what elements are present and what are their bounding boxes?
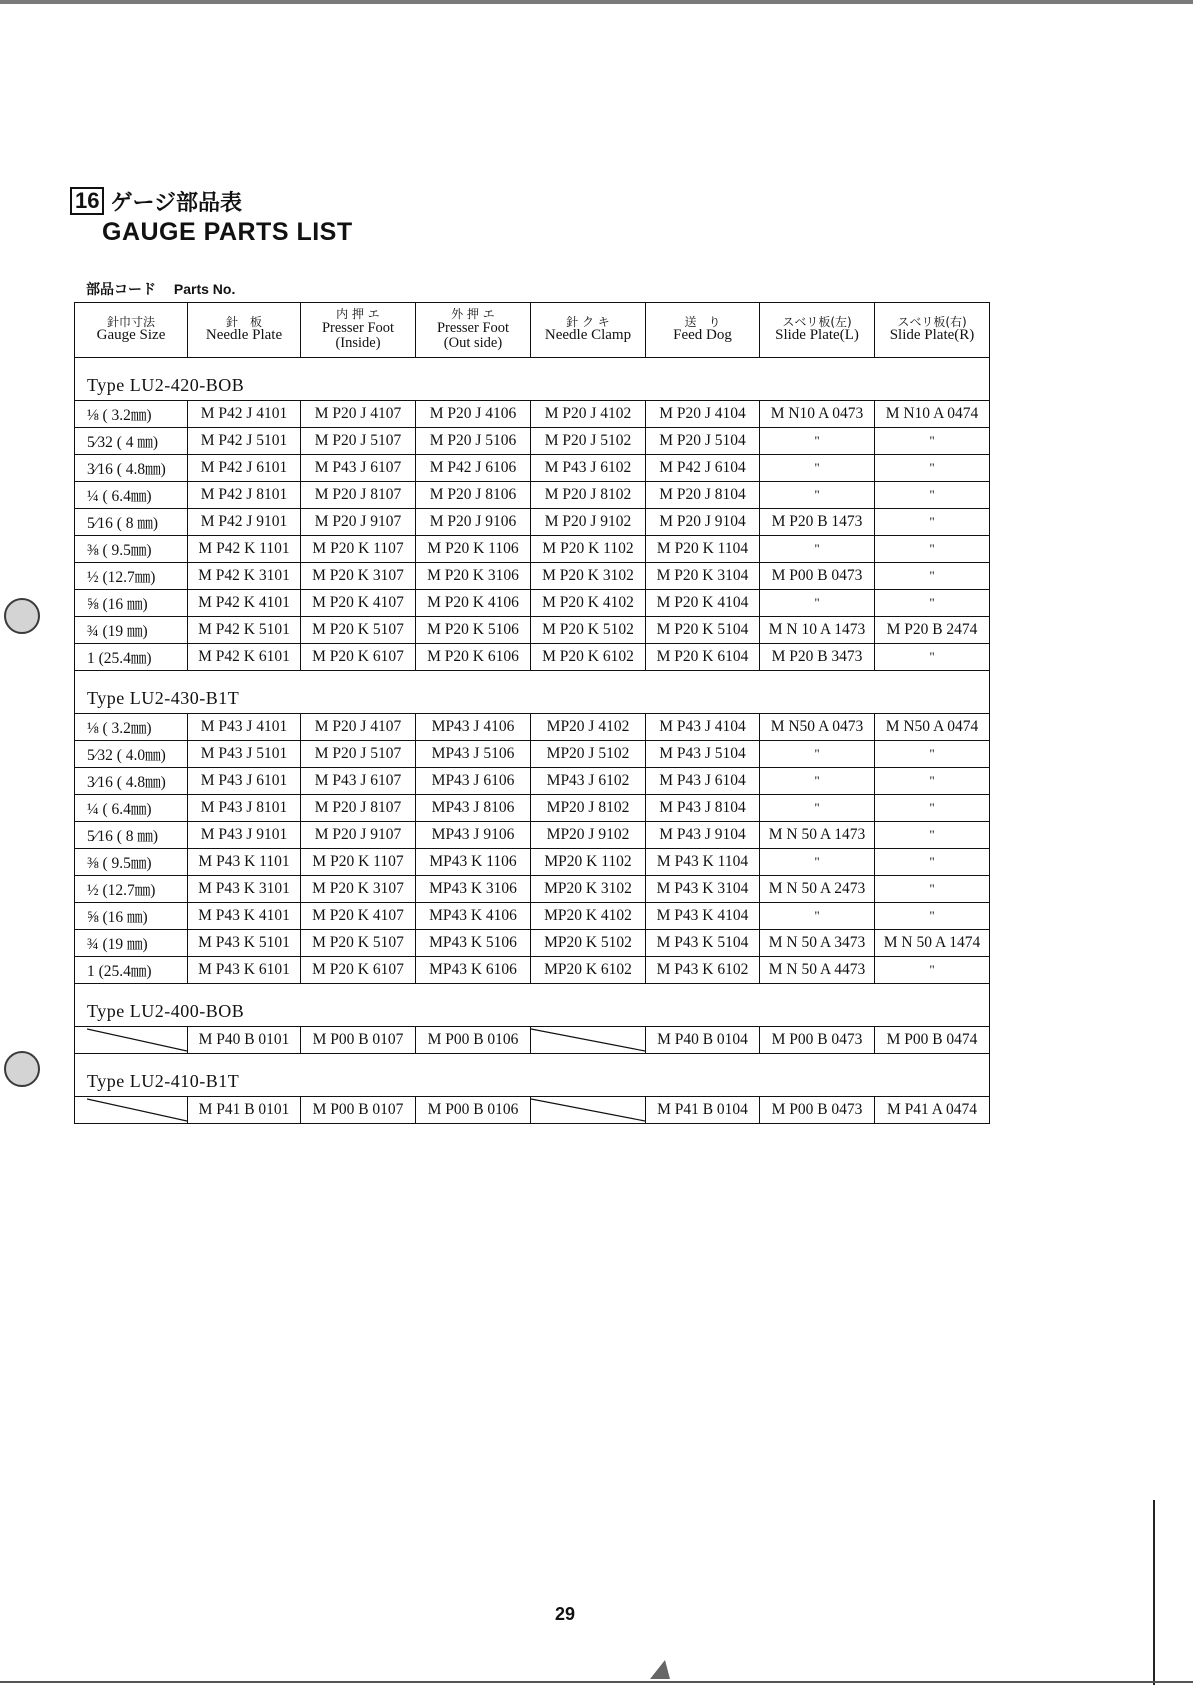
part-number-cell: M P20 J 9107	[301, 822, 416, 849]
table-row	[75, 849, 990, 876]
table-row	[75, 509, 990, 536]
header-needle-clamp	[531, 303, 646, 358]
part-number-cell: M P43 J 5101	[188, 741, 301, 768]
part-number-cell: "	[760, 768, 875, 795]
part-number-cell: M P43 K 3101	[188, 876, 301, 903]
part-number-cell: M P20 K 5102	[531, 617, 646, 644]
gauge-size-cell: 5⁄32 ( 4 ㎜)	[75, 428, 188, 455]
part-number-cell: M P40 B 0101	[188, 1027, 301, 1054]
table-row	[75, 957, 990, 984]
diagonal-slash-icon	[87, 1098, 187, 1122]
part-number-cell: M P20 J 4102	[531, 401, 646, 428]
part-number-cell: M P20 K 1104	[646, 536, 760, 563]
part-number-cell: "	[875, 768, 990, 795]
gauge-size-cell: ¾ (19 ㎜)	[75, 930, 188, 957]
part-number-cell: M P43 K 6101	[188, 957, 301, 984]
part-number-cell: "	[760, 849, 875, 876]
empty-cell-slash	[75, 1097, 188, 1124]
part-number-cell: M P20 J 8102	[531, 482, 646, 509]
part-number-cell: M P43 J 6107	[301, 455, 416, 482]
part-number-cell: M P41 B 0101	[188, 1097, 301, 1124]
table-row	[75, 903, 990, 930]
part-number-cell: M P42 K 6101	[188, 644, 301, 671]
header-presser-foot-inside	[301, 303, 416, 358]
part-number-cell: M P43 J 6102	[531, 455, 646, 482]
type-row	[75, 358, 990, 401]
part-number-cell: M P20 B 1473	[760, 509, 875, 536]
part-number-cell: M N 50 A 1473	[760, 822, 875, 849]
header-en: Slide Plate(L)	[775, 327, 859, 344]
part-number-cell: M P20 K 1106	[416, 536, 531, 563]
part-number-cell: MP43 K 1106	[416, 849, 531, 876]
part-number-cell: M P20 K 4104	[646, 590, 760, 617]
part-number-cell: M P20 J 4106	[416, 401, 531, 428]
part-number-cell: MP20 J 4102	[531, 714, 646, 741]
part-number-cell: M P43 K 1101	[188, 849, 301, 876]
type-row	[75, 1054, 990, 1097]
part-number-cell: M P42 J 6106	[416, 455, 531, 482]
part-number-cell: M P20 K 3106	[416, 563, 531, 590]
part-number-cell: M P20 K 3107	[301, 876, 416, 903]
part-number-cell: M N50 A 0473	[760, 714, 875, 741]
part-number-cell: MP20 K 3102	[531, 876, 646, 903]
part-number-cell: M P43 K 4101	[188, 903, 301, 930]
slash-line	[87, 1099, 187, 1121]
header-en: Needle Plate	[205, 327, 283, 344]
section-title-en: GAUGE PARTS LIST	[102, 218, 353, 246]
table-row	[75, 563, 990, 590]
part-number-cell: MP20 J 8102	[531, 795, 646, 822]
part-number-cell: M P00 B 0106	[416, 1027, 531, 1054]
part-number-cell: M P20 J 8107	[301, 482, 416, 509]
part-number-cell: MP43 J 6102	[531, 768, 646, 795]
table-row	[75, 714, 990, 741]
part-number-cell: M P20 K 4102	[531, 590, 646, 617]
part-number-cell: M P43 J 6104	[646, 768, 760, 795]
part-number-cell: M P20 K 3107	[301, 563, 416, 590]
part-number-cell: M P20 J 4107	[301, 714, 416, 741]
part-number-cell: M P20 K 6107	[301, 957, 416, 984]
empty-cell-slash	[531, 1027, 646, 1054]
header-jp: スベリ板(左)	[782, 314, 852, 329]
part-number-cell: M N10 A 0474	[875, 401, 990, 428]
part-number-cell: M P20 K 4106	[416, 590, 531, 617]
part-number-cell: M N 50 A 1474	[875, 930, 990, 957]
part-number-cell: M P20 K 5106	[416, 617, 531, 644]
part-number-cell: M P43 K 3104	[646, 876, 760, 903]
part-number-cell: MP43 J 6106	[416, 768, 531, 795]
part-number-cell: MP20 K 6102	[531, 957, 646, 984]
part-number-cell: M P00 B 0106	[416, 1097, 531, 1124]
gauge-size-cell: ⅜ ( 9.5㎜)	[75, 849, 188, 876]
part-number-cell: M P20 K 6106	[416, 644, 531, 671]
table-row	[75, 768, 990, 795]
part-number-cell: M P00 B 0107	[301, 1097, 416, 1124]
part-number-cell: M P43 J 6101	[188, 768, 301, 795]
header-jp: スベリ板(右)	[897, 314, 967, 329]
part-number-cell: M P42 K 3101	[188, 563, 301, 590]
gauge-size-cell: 3⁄16 ( 4.8㎜)	[75, 768, 188, 795]
part-number-cell: "	[875, 509, 990, 536]
part-number-cell: M P42 K 5101	[188, 617, 301, 644]
header-en: Feed Dog	[673, 327, 732, 344]
type-label: Type LU2-420-BOB	[75, 358, 990, 401]
parts-caption-jp: 部品コード	[86, 282, 156, 298]
part-number-cell: M P42 J 8101	[188, 482, 301, 509]
part-number-cell: M P20 K 6102	[531, 644, 646, 671]
part-number-cell: "	[875, 876, 990, 903]
gauge-size-cell: ¼ ( 6.4㎜)	[75, 795, 188, 822]
slash-line	[531, 1029, 645, 1051]
header-en: Presser Foot	[321, 320, 395, 337]
part-number-cell: M P00 B 0473	[760, 1027, 875, 1054]
punch-hole-lower	[4, 1051, 40, 1087]
gauge-size-cell: ¾ (19 ㎜)	[75, 617, 188, 644]
part-number-cell: "	[760, 903, 875, 930]
part-number-cell: M P43 J 4104	[646, 714, 760, 741]
header-presser-foot-outside	[416, 303, 531, 358]
part-number-cell: M P20 K 4107	[301, 590, 416, 617]
part-number-cell: M P43 J 6107	[301, 768, 416, 795]
part-number-cell: MP20 J 5102	[531, 741, 646, 768]
header-gauge-size	[75, 303, 188, 358]
header-en: Presser Foot	[436, 320, 510, 337]
type-label: Type LU2-430-B1T	[75, 671, 990, 714]
part-number-cell: M P42 J 6104	[646, 455, 760, 482]
part-number-cell: M P43 K 1104	[646, 849, 760, 876]
part-number-cell: MP43 J 4106	[416, 714, 531, 741]
part-number-cell: M N 50 A 2473	[760, 876, 875, 903]
part-number-cell: M N50 A 0474	[875, 714, 990, 741]
table-row	[75, 930, 990, 957]
type-row	[75, 671, 990, 714]
gauge-size-cell: ½ (12.7㎜)	[75, 563, 188, 590]
part-number-cell: "	[760, 428, 875, 455]
header-jp: 針 ク キ	[566, 314, 610, 329]
header-slide-plate-left	[760, 303, 875, 358]
part-number-cell: M N 50 A 3473	[760, 930, 875, 957]
part-number-cell: M P41 A 0474	[875, 1097, 990, 1124]
gauge-size-cell: ¼ ( 6.4㎜)	[75, 482, 188, 509]
part-number-cell: M P20 J 8107	[301, 795, 416, 822]
table-row	[75, 876, 990, 903]
type-row	[75, 984, 990, 1027]
gauge-size-cell: ⅝ (16 ㎜)	[75, 590, 188, 617]
gauge-size-cell: 1 (25.4㎜)	[75, 644, 188, 671]
slash-line	[531, 1099, 645, 1121]
part-number-cell: "	[760, 741, 875, 768]
part-number-cell: "	[875, 563, 990, 590]
part-number-cell: "	[875, 482, 990, 509]
part-number-cell: M P42 J 5101	[188, 428, 301, 455]
part-number-cell: "	[760, 455, 875, 482]
punch-hole-upper	[4, 598, 40, 634]
crop-mark-icon	[648, 1658, 672, 1680]
part-number-cell: "	[875, 795, 990, 822]
part-number-cell: M N10 A 0473	[760, 401, 875, 428]
table-row	[75, 795, 990, 822]
part-number-cell: MP43 J 8106	[416, 795, 531, 822]
parts-caption	[86, 279, 235, 299]
parts-caption-en: Parts No.	[173, 281, 236, 297]
part-number-cell: MP20 K 5102	[531, 930, 646, 957]
slash-line	[87, 1029, 187, 1051]
diagonal-slash-icon	[87, 1028, 187, 1052]
part-number-cell: M P00 B 0473	[760, 1097, 875, 1124]
part-number-cell: "	[760, 590, 875, 617]
part-number-cell: M P20 J 9104	[646, 509, 760, 536]
right-edge-rule	[1153, 1500, 1155, 1685]
part-number-cell: M P43 J 8104	[646, 795, 760, 822]
part-number-cell: M P20 K 1107	[301, 536, 416, 563]
part-number-cell: M P20 K 5107	[301, 617, 416, 644]
part-number-cell: MP20 K 1102	[531, 849, 646, 876]
part-number-cell: M P43 J 9104	[646, 822, 760, 849]
diagonal-slash-icon	[531, 1028, 645, 1052]
part-number-cell: M P43 K 4104	[646, 903, 760, 930]
part-number-cell: M P43 K 6102	[646, 957, 760, 984]
part-number-cell: M P20 J 9102	[531, 509, 646, 536]
gauge-size-cell: ⅛ ( 3.2㎜)	[75, 714, 188, 741]
gauge-size-cell: 5⁄32 ( 4.0㎜)	[75, 741, 188, 768]
table-row	[75, 617, 990, 644]
part-number-cell: M P43 J 9101	[188, 822, 301, 849]
part-number-cell: M P20 K 3104	[646, 563, 760, 590]
part-number-cell: M P20 K 3102	[531, 563, 646, 590]
gauge-size-cell: ⅜ ( 9.5㎜)	[75, 536, 188, 563]
part-number-cell: "	[760, 795, 875, 822]
header-needle-plate	[188, 303, 301, 358]
part-number-cell: M P20 J 9107	[301, 509, 416, 536]
header-jp: 針巾寸法	[106, 314, 155, 329]
part-number-cell: MP43 K 6106	[416, 957, 531, 984]
gauge-size-cell: ⅝ (16 ㎜)	[75, 903, 188, 930]
part-number-cell: "	[760, 482, 875, 509]
part-number-cell: "	[875, 428, 990, 455]
table-row	[75, 822, 990, 849]
diagonal-slash-icon	[531, 1098, 645, 1122]
part-number-cell: MP20 K 4102	[531, 903, 646, 930]
part-number-cell: "	[875, 536, 990, 563]
part-number-cell: M P40 B 0104	[646, 1027, 760, 1054]
part-number-cell: "	[875, 590, 990, 617]
table-row	[75, 1027, 990, 1054]
part-number-cell: M P41 B 0104	[646, 1097, 760, 1124]
header-row	[75, 303, 990, 358]
part-number-cell: M P43 K 5104	[646, 930, 760, 957]
empty-cell-slash	[531, 1097, 646, 1124]
type-label: Type LU2-400-BOB	[75, 984, 990, 1027]
header-en: Slide Plate(R)	[889, 327, 975, 344]
header-slide-plate-right	[875, 303, 990, 358]
part-number-cell: MP43 K 3106	[416, 876, 531, 903]
part-number-cell: MP20 J 9102	[531, 822, 646, 849]
part-number-cell: M P20 K 1102	[531, 536, 646, 563]
header-feed-dog	[646, 303, 760, 358]
part-number-cell: M P42 K 4101	[188, 590, 301, 617]
empty-cell-slash	[75, 1027, 188, 1054]
table-row	[75, 741, 990, 768]
header-jp: 針 板	[225, 314, 262, 329]
part-number-cell: M P20 K 6107	[301, 644, 416, 671]
gauge-size-cell: 5⁄16 ( 8 ㎜)	[75, 509, 188, 536]
part-number-cell: M P20 K 4107	[301, 903, 416, 930]
table-row	[75, 455, 990, 482]
part-number-cell: M P00 B 0107	[301, 1027, 416, 1054]
type-label: Type LU2-410-B1T	[75, 1054, 990, 1097]
part-number-cell: M P00 B 0474	[875, 1027, 990, 1054]
part-number-cell: "	[760, 536, 875, 563]
gauge-size-cell: 5⁄16 ( 8 ㎜)	[75, 822, 188, 849]
part-number-cell: M P20 J 8104	[646, 482, 760, 509]
table-row	[75, 482, 990, 509]
header-en-sub: (Inside)	[335, 335, 381, 352]
section-title-jp: ゲージ部品表	[110, 190, 243, 216]
part-number-cell: M P20 B 3473	[760, 644, 875, 671]
section-heading	[70, 186, 353, 247]
part-number-cell: M P20 J 5102	[531, 428, 646, 455]
part-number-cell: M P20 J 9106	[416, 509, 531, 536]
header-jp: 送 り	[684, 314, 721, 329]
section-number: 16	[70, 187, 104, 215]
part-number-cell: M P42 J 6101	[188, 455, 301, 482]
part-number-cell: M P20 J 5106	[416, 428, 531, 455]
part-number-cell: M P42 J 9101	[188, 509, 301, 536]
header-jp: 内 押 エ	[336, 307, 380, 322]
parts-table-body	[75, 358, 990, 1124]
part-number-cell: M P20 B 2474	[875, 617, 990, 644]
table-row	[75, 644, 990, 671]
part-number-cell: M P43 J 8101	[188, 795, 301, 822]
part-number-cell: MP43 K 5106	[416, 930, 531, 957]
part-number-cell: M P20 J 5104	[646, 428, 760, 455]
part-number-cell: "	[875, 455, 990, 482]
gauge-size-cell: ⅛ ( 3.2㎜)	[75, 401, 188, 428]
part-number-cell: "	[875, 903, 990, 930]
part-number-cell: M P42 J 4101	[188, 401, 301, 428]
table-row	[75, 428, 990, 455]
part-number-cell: M P20 K 5107	[301, 930, 416, 957]
part-number-cell: M N 10 A 1473	[760, 617, 875, 644]
header-jp: 外 押 エ	[451, 307, 495, 322]
header-en: Needle Clamp	[544, 327, 632, 344]
table-row	[75, 401, 990, 428]
part-number-cell: MP43 J 5106	[416, 741, 531, 768]
part-number-cell: M P43 J 5104	[646, 741, 760, 768]
part-number-cell: M P43 K 5101	[188, 930, 301, 957]
part-number-cell: M P42 K 1101	[188, 536, 301, 563]
gauge-size-cell: ½ (12.7㎜)	[75, 876, 188, 903]
part-number-cell: M P20 J 8106	[416, 482, 531, 509]
gauge-parts-table	[74, 302, 990, 1124]
part-number-cell: MP43 J 9106	[416, 822, 531, 849]
part-number-cell: "	[875, 957, 990, 984]
part-number-cell: M N 50 A 4473	[760, 957, 875, 984]
page-number: 29	[555, 1604, 576, 1624]
part-number-cell: M P20 K 6104	[646, 644, 760, 671]
part-number-cell: M P00 B 0473	[760, 563, 875, 590]
part-number-cell: M P20 J 5107	[301, 428, 416, 455]
part-number-cell: M P20 J 4107	[301, 401, 416, 428]
top-rule	[0, 0, 1193, 4]
part-number-cell: M P43 J 4101	[188, 714, 301, 741]
gauge-size-cell: 1 (25.4㎜)	[75, 957, 188, 984]
table-row	[75, 536, 990, 563]
part-number-cell: MP43 K 4106	[416, 903, 531, 930]
part-number-cell: "	[875, 822, 990, 849]
table-row	[75, 590, 990, 617]
part-number-cell: M P20 K 5104	[646, 617, 760, 644]
part-number-cell: M P20 J 5107	[301, 741, 416, 768]
gauge-size-cell: 3⁄16 ( 4.8㎜)	[75, 455, 188, 482]
header-en: Gauge Size	[96, 327, 166, 344]
part-number-cell: M P20 K 1107	[301, 849, 416, 876]
header-en-sub: (Out side)	[443, 335, 503, 352]
part-number-cell: "	[875, 644, 990, 671]
part-number-cell: M P20 J 4104	[646, 401, 760, 428]
part-number-cell: "	[875, 849, 990, 876]
bottom-edge-rule	[0, 1681, 1193, 1683]
table-row	[75, 1097, 990, 1124]
part-number-cell: "	[875, 741, 990, 768]
